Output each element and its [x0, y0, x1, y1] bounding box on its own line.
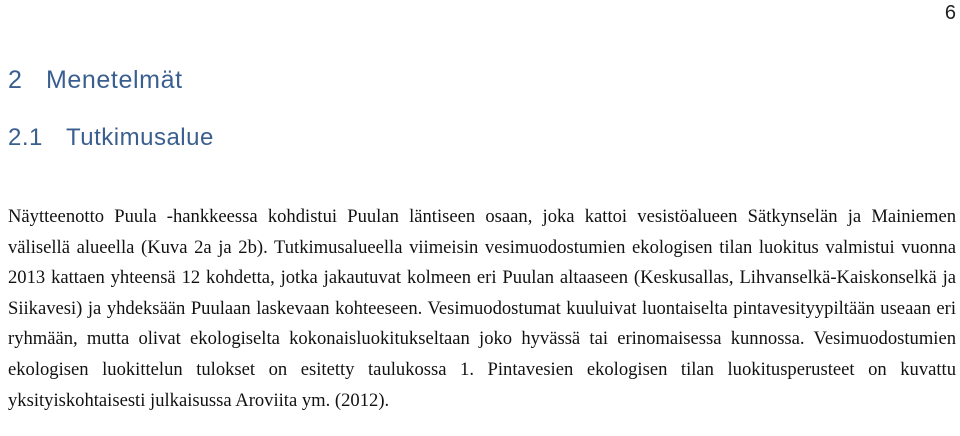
section-title: Menetelmät [46, 66, 183, 94]
subsection-heading [8, 124, 214, 152]
subsection-title: Tutkimusalue [66, 124, 214, 151]
section-number: 2 [8, 66, 23, 94]
subsection-number: 2.1 [8, 124, 43, 151]
section-heading [8, 66, 183, 95]
body-paragraph: Näytteenotto Puula -hankkeessa kohdistui Puulan läntiseen osaan, joka kattoi vesistöalueen Sätkynselän ja Mainiemen välisellä alueella (Kuva 2a ja 2b). Tutkimusalueella viimeisin vesimuodostumien ekologisen tilan luokitus valmistui vuonna 2013 kattaen yhteensä 12 kohdetta, jotka jakautuvat kolmeen eri Puulan altaaseen (Keskusallas, Lihvanselkä-Kaiskonselkä ja Siikavesi) ja yhdeksään Puulaan laskevaan kohteeseen. Vesimuodostumat kuuluivat luontaiselta pintavesityypiltään useaan eri ryhmään, mutta olivat ekologiselta kokonaisluokitukseltaan joko hyvässä tai erinomaisessa kunnossa. Vesimuodostumien ekologisen luokittelun tulokset on esitetty taulukossa 1. Pintavesien ekologisen tilan luokitusperusteet on kuvattu yksityiskohtaisesti julkaisussa Aroviita ym. (2012). [8, 206, 956, 411]
page-number: 6 [944, 2, 956, 24]
